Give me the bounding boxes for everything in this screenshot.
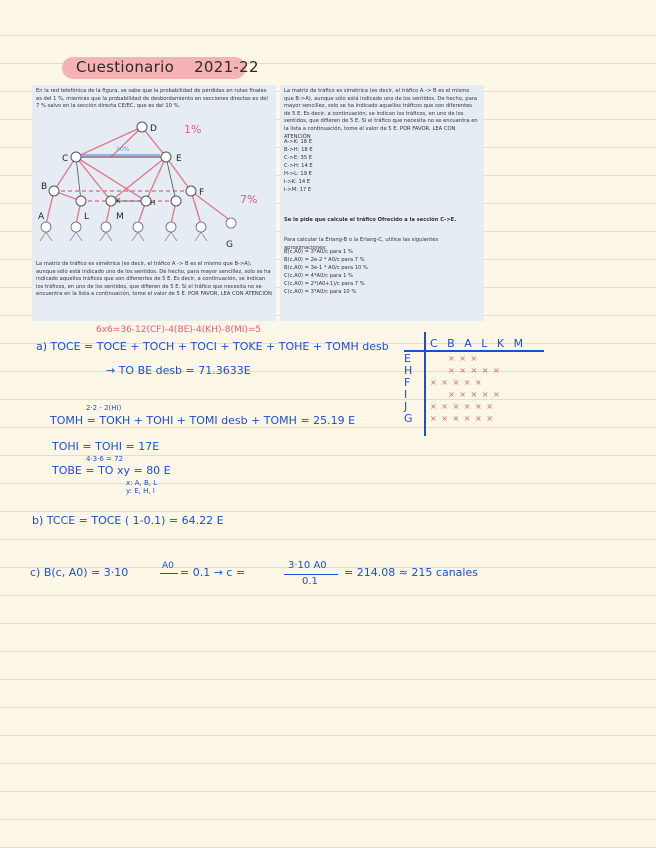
traffic-list <box>284 139 313 195</box>
grid-row-label: J <box>404 400 408 413</box>
grid-row-label: I <box>404 388 408 401</box>
approx-item: B(c,A0) = 3e-1 * A0/c para 10 % <box>284 265 368 271</box>
node-f <box>186 186 196 196</box>
frac-bar-1 <box>160 573 178 574</box>
grid-row-label: G <box>404 412 413 425</box>
problem-intro: En la red telefónica de la figura, se sabe que la probabilidad de pérdidas en rutas finales es del 1 %, mientras que la probabilidad de desbordamiento en secciones directas es del 7 % salvo en la sección directa CE/EC, que es del 10 %. <box>36 88 268 110</box>
traffic-grid <box>400 332 550 432</box>
grid-row-marks: × × × <box>448 354 479 363</box>
note-sub-y: y: E, H, I <box>126 487 155 495</box>
title-text: Cuestionario <box>76 58 175 76</box>
frac-bar-2 <box>284 574 338 575</box>
node-c <box>71 152 81 162</box>
pct-top: 1% <box>184 123 202 136</box>
svg-text:L: L <box>84 212 90 222</box>
svg-text:A: A <box>38 212 45 222</box>
note-part-c-left: c) B(c, A0) = 3·10 <box>30 566 129 579</box>
svg-text:G: G <box>226 240 233 250</box>
note-line2: → TO BE desb = 71.3633E <box>106 364 251 377</box>
svg-text:F: F <box>199 188 205 198</box>
note-line3: TOMH = TOKH + TOHI + TOMI desb + TOMH = 25.19 E <box>50 414 356 427</box>
svg-text:M: M <box>116 212 124 222</box>
note-part-c-frac: A0 <box>162 561 174 571</box>
traffic-item: I->M: 17 E <box>284 187 312 193</box>
note-sub-x: x: A, B, L <box>126 479 158 487</box>
svg-text:E: E <box>176 154 182 164</box>
approx-list <box>284 249 368 297</box>
svg-text:C: C <box>62 154 69 164</box>
question: Se le pide que calcule el tráfico Ofrecido a la sección C->E. <box>284 217 457 223</box>
page-title <box>76 58 259 76</box>
pct-ce: 10% <box>116 146 130 153</box>
node-k <box>106 196 116 206</box>
node-l-top <box>76 196 86 206</box>
svg-text:B: B <box>41 182 48 192</box>
problem-card-left <box>32 85 276 321</box>
grid-row-label: F <box>404 376 411 389</box>
svg-text:K: K <box>116 197 121 205</box>
grid-header: C B A L K M <box>430 337 527 350</box>
grid-row-marks: × × × × × <box>448 390 501 399</box>
note-above-a: 6x6=36-12(CF)-4(BE)-4(KH)-8(MI)=5 <box>96 325 262 335</box>
node-d <box>137 122 147 132</box>
approx-item: B(c,A0) = 2e-2 * A0/c para 7 % <box>284 257 365 263</box>
approx-intro: Para calcular la Erlang-B o la Erlang-C, utilice las siguientes aproximaciones: <box>284 237 439 251</box>
grid-row-label: H <box>404 364 413 377</box>
problem-card-right <box>280 85 484 321</box>
note-part-a: a) TOCE = TOCE + TOCH + TOCI + TOKE + TOHE + TOMH desb <box>36 340 389 353</box>
traffic-item: A->K: 18 E <box>284 139 312 145</box>
note-part-b: b) TCCE = TOCE ( 1-0.1) = 64.22 E <box>32 514 224 527</box>
grid-row-marks: × × × × × <box>430 378 483 387</box>
approx-item: C(c,A0) = 4*A0/c para 1 % <box>284 273 353 279</box>
traffic-item: H->L: 19 E <box>284 171 312 177</box>
grid-row-marks: × × × × × × <box>430 414 494 423</box>
pct-side: 7% <box>240 193 258 206</box>
svg-text:H: H <box>150 199 156 207</box>
grid-row-marks: × × × × × × <box>430 402 494 411</box>
network-diagram <box>36 119 272 259</box>
grid-vertical-line <box>424 332 426 436</box>
note-part-c-arrow: = 0.1 → c = <box>180 566 246 579</box>
traffic-item: B->H: 18 E <box>284 147 313 153</box>
approx-item: C(c,A0) = 2*(A0+1)/c para 7 % <box>284 281 365 287</box>
note-part-c-den: 0.1 <box>302 576 318 587</box>
svg-text:D: D <box>150 124 157 134</box>
grid-horizontal-line <box>404 350 544 352</box>
traffic-item: C->H: 14 E <box>284 163 313 169</box>
node-b <box>49 186 59 196</box>
grid-row-marks: × × × × × <box>448 366 501 375</box>
grid-row-label: E <box>404 352 411 365</box>
note-line5: TOBE = TO xy = 80 E <box>52 464 171 477</box>
node-i <box>171 196 181 206</box>
approx-item: B(c,A0) = 3*A0/c para 1 % <box>284 249 353 255</box>
note-sup-line3: 2·2 - 2(HI) <box>86 404 122 412</box>
note-part-c-num: 3·10 A0 <box>288 560 327 571</box>
node-e <box>161 152 171 162</box>
matrix-note-right: La matriz de tráfico es simétrica (es decir, el tráfico A -> B es el mismo que B->A), aunque sólo está indicado uno de los sentidos. De hecho, para mayor sencillez, solo se ha indicado aquellos tráficos que son diferentes de 5 E. Es decir, a continuación, se indican los tráficos, en uno de los sentidos, que difieren de 5 E. Si el tráfico que necesita no se encuentra en la lista a continuación, tome el valor de 5 E. POR FAVOR, LEA CON ATENCIÓN <box>284 88 478 140</box>
note-sup-line5: 4·3·6 = 72 <box>86 455 124 463</box>
approx-item: C(c,A0) = 3*A0/c para 10 % <box>284 289 357 295</box>
traffic-item: I->K: 14 E <box>284 179 311 185</box>
note-part-c-right: = 214.08 ≈ 215 canales <box>344 566 478 579</box>
matrix-note-left: La matriz de tráfico es simétrica (es decir, el tráfico A -> B es el mismo que B->A), aunque sólo está indicado uno de los sentidos. De hecho, para mayor sencillez, solo se ha indicado aquellos tráficos que son diferentes de 5 E. Es decir, a continuación, se indican los tráficos, en uno de los sentidos, que difieren de 5 E. Si el tráfico que necesita no se encuentra en la lista a continuación, tome el valor de 5 E. POR FAVOR, LEA CON ATENCIÓN <box>36 261 272 298</box>
note-line4: TOHI = TOHI = 17E <box>52 440 160 453</box>
title-year: 2021-22 <box>194 58 259 76</box>
traffic-item: C->E: 35 E <box>284 155 313 161</box>
